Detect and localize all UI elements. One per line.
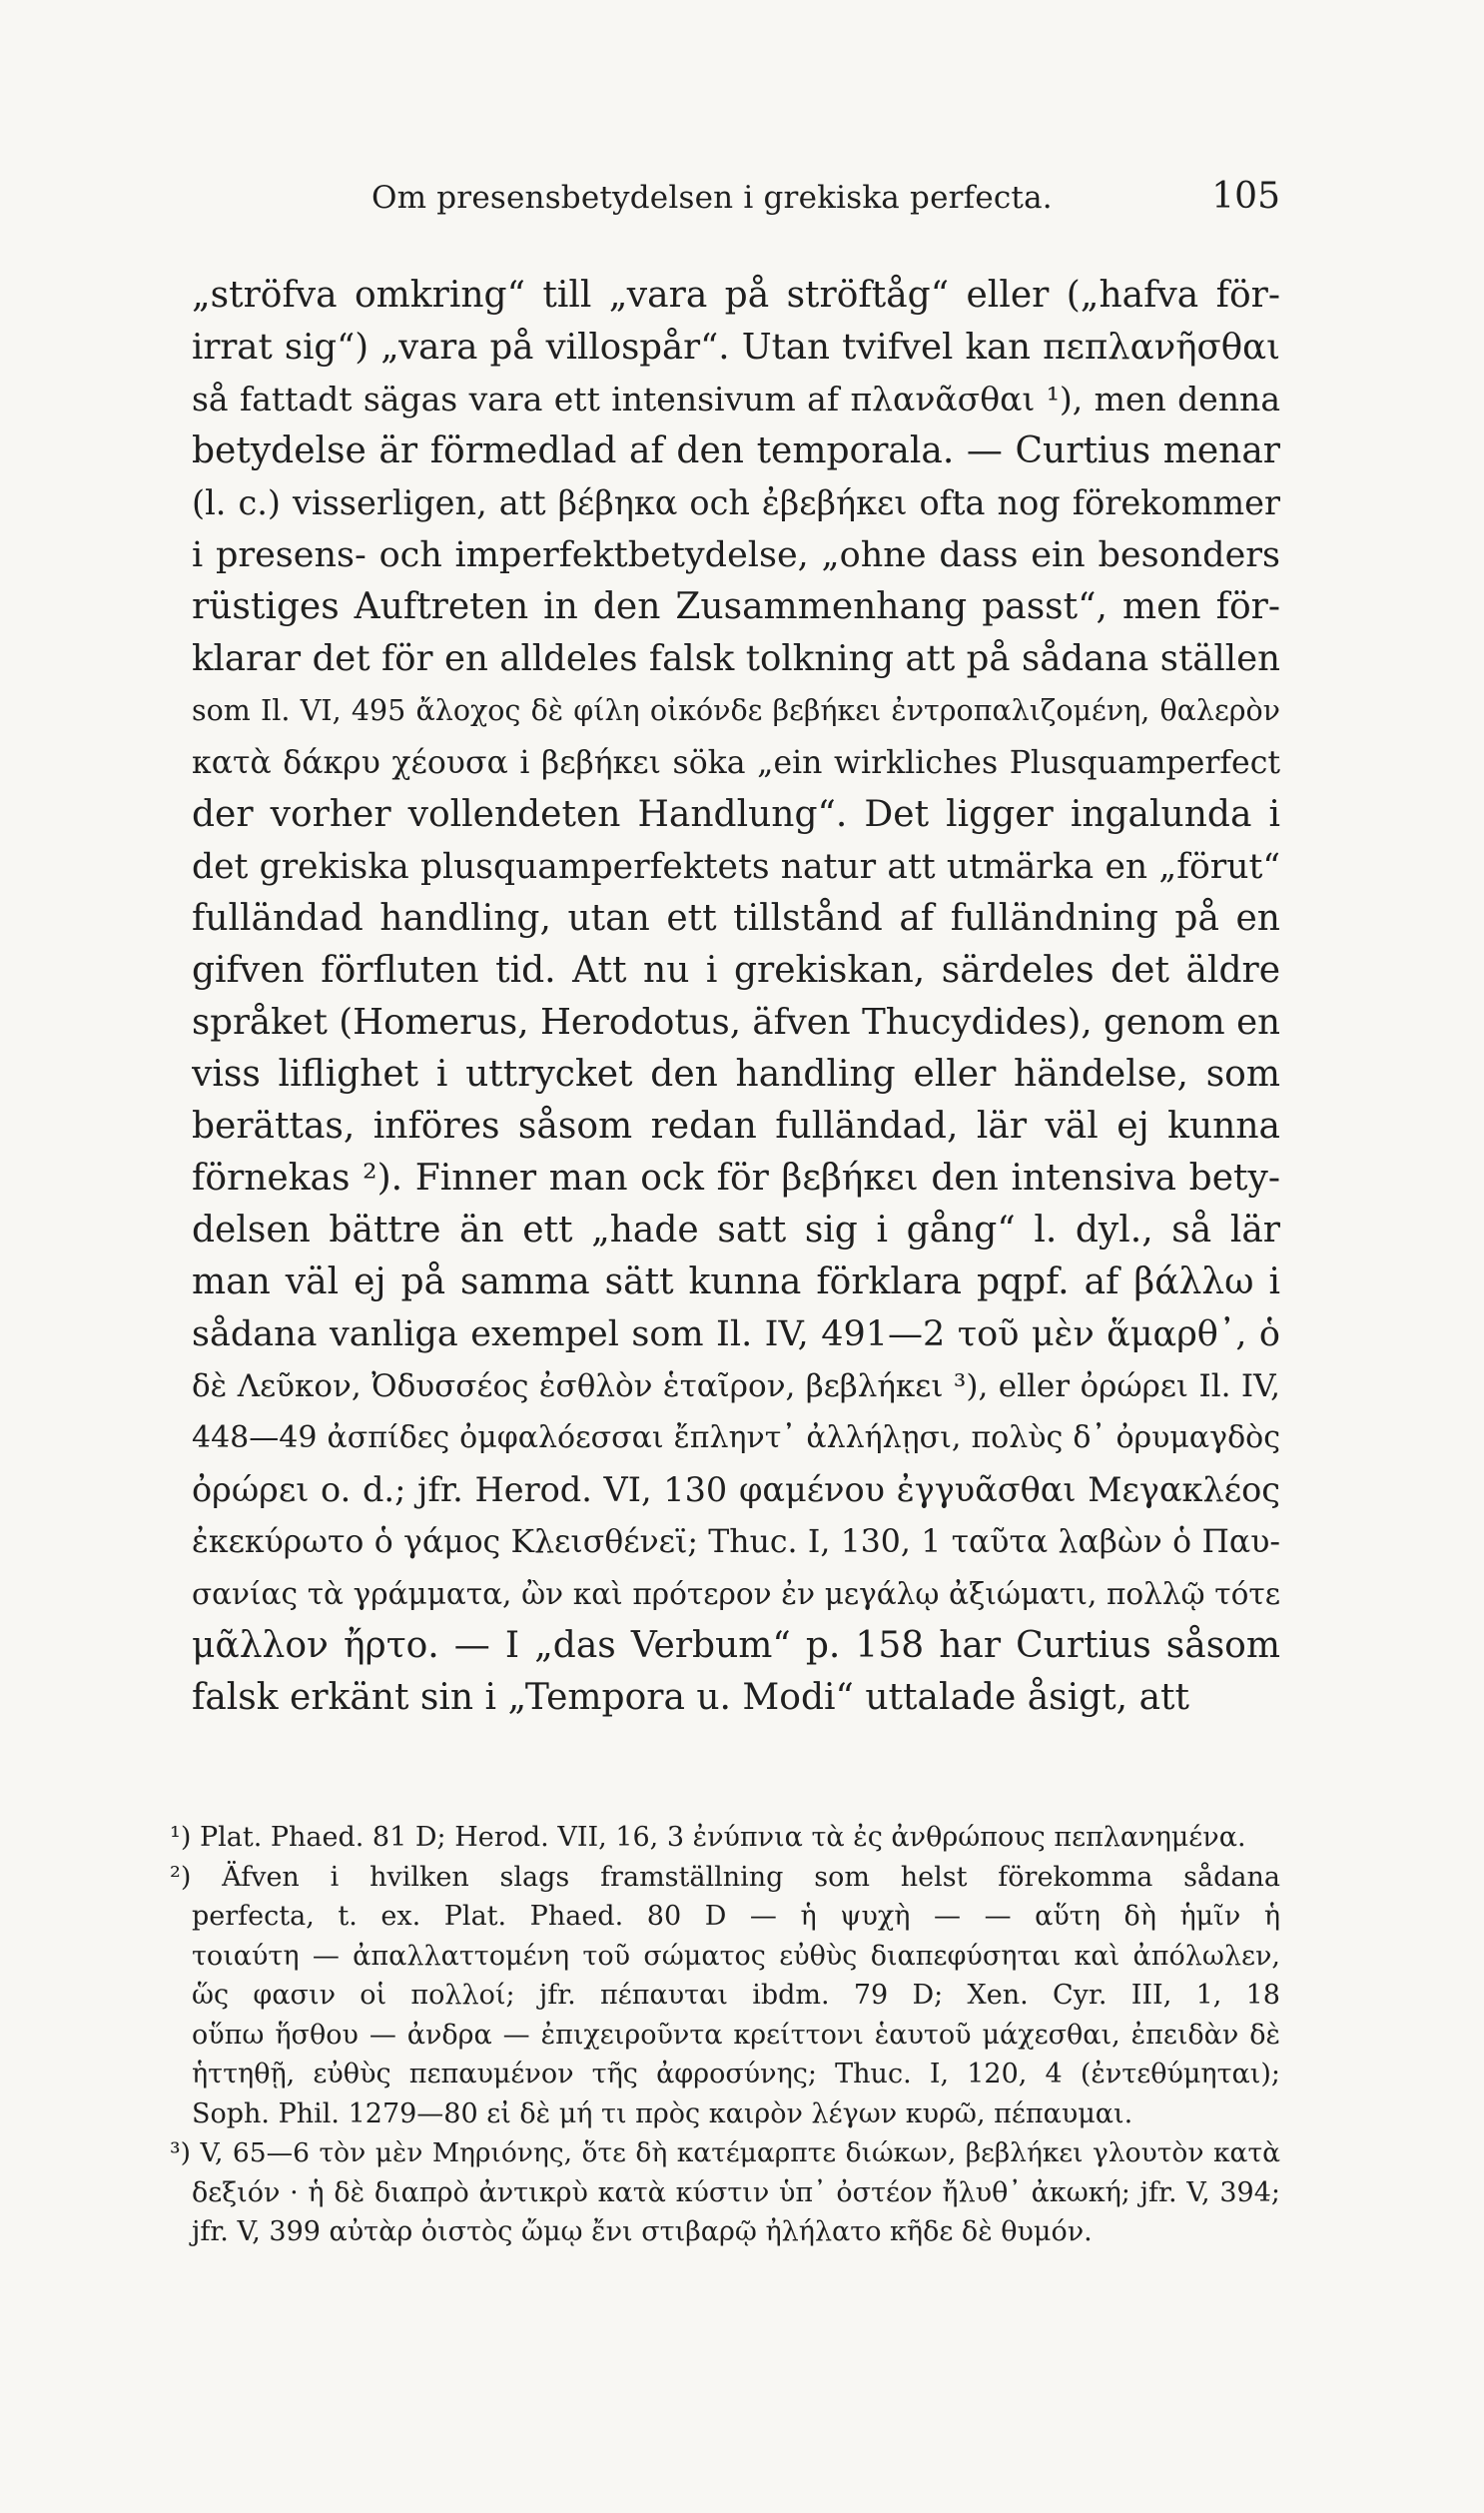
footnote-2: ²) Äfven i hvilken slags framställning som helst förekomma sådana [170, 1861, 1280, 1893]
running-head [192, 176, 1280, 224]
text-line: förnekas ²). Finner man ock för βεβήκει den intensiva bety- [192, 1158, 1280, 1199]
text-line: ὀρώρει o. d.; jfr. Herod. VI, 130 φαμένου ἐγγυᾶσθαι Μεγακλέος [192, 1470, 1280, 1509]
page-number: 105 [1211, 176, 1280, 217]
footnote-1: ¹) Plat. Phaed. 81 D; Herod. VII, 16, 3 ἐνύπνια τὰ ἐς ἀνθρώπους πεπλανημένα. [170, 1822, 1246, 1853]
text-line: irrat sig“) „vara på villospår“. Utan tvifvel kan πεπλανῆσθαι [192, 327, 1280, 368]
footnotes [170, 1818, 1280, 2252]
text-line: i presens- och imperfektbetydelse, „ohne dass ein besonders [192, 535, 1280, 575]
text-line: viss liflighet i uttrycket den handling eller händelse, som [192, 1054, 1280, 1095]
text-line: falsk erkänt sin i „Tempora u. Modi“ uttalade åsigt, att [192, 1677, 1189, 1718]
text-line: σανίας τὰ γράμματα, ὢν καὶ πρότερον ἐν μεγάλῳ ἀξιώματι, πολλῷ τότε [192, 1577, 1280, 1611]
body-text [192, 270, 1280, 1724]
text-line: fulländad handling, utan ett tillstånd af fulländning på en [192, 898, 1280, 939]
footnote-line: perfecta, t. ex. Plat. Phaed. 80 D — ἡ ψυχὴ — — αὕτη δὴ ἡμῖν ἡ [192, 1901, 1280, 1932]
text-line: sådana vanliga exempel som Il. IV, 491—2 τοῦ μὲν ἅμαρθ᾽, ὁ [192, 1314, 1280, 1354]
text-line: rüstiges Auftreten in den Zusammenhang passt“, men för- [192, 586, 1280, 627]
text-line: betydelse är förmedlad af den temporala. — Curtius menar [192, 430, 1280, 471]
footnote-line: ἡττηθῇ, εὐθὺς πεπαυμένον τῆς ἀφροσύνης; Thuc. I, 120, 4 (ἐντεθύμηται); [192, 2059, 1280, 2090]
text-line: der vorher vollendeten Handlung“. Det ligger ingalunda i [192, 794, 1280, 835]
text-line: ἐκεκύρωτο ὁ γάμος Κλεισθένεϊ; Thuc. I, 130, 1 ταῦτα λαβὼν ὁ Παυ- [192, 1524, 1280, 1560]
text-line: man väl ej på samma sätt kunna förklara pqpf. af βάλλω i [192, 1261, 1280, 1302]
text-line: så fattadt sägas vara ett intensivum af πλανᾶσθαι ¹), men denna [192, 380, 1280, 419]
text-line: „ströfva omkring“ till „vara på ströftåg“ eller („hafva för- [192, 275, 1280, 316]
footnote-line: Soph. Phil. 1279—80 εἰ δὲ μή τι πρὸς καιρὸν λέγων κυρῶ, πέπαυμαι. [192, 2097, 1133, 2129]
text-line: språket (Homerus, Herodotus, äfven Thucydides), genom en [192, 1002, 1280, 1043]
footnote-line: τοιαύτη — ἀπαλλαττομένη τοῦ σώματος εὐθὺς διαπεφύσηται καὶ ἀπόλωλεν, [192, 1940, 1280, 1972]
text-line: 448—49 ἀσπίδες ὀμφαλόεσσαι ἔπληντ᾽ ἀλλήλῃσι, πολὺς δ᾽ ὀρυμαγδὸς [192, 1420, 1280, 1455]
text-line: δὲ Λεῦκον, Ὀδυσσέος ἐσθλὸν ἑταῖρον, βεβλήκει ³), eller ὀρώρει Il. IV, [192, 1368, 1280, 1404]
running-title: Om presensbetydelsen i grekiska perfecta. [371, 180, 1053, 216]
text-line: berättas, införes såsom redan fulländad, lär väl ej kunna [192, 1106, 1280, 1147]
text-line: (l. c.) visserligen, att βέβηκα och ἐβεβήκει ofta nog förekommer [192, 483, 1280, 522]
text-line: det grekiska plusquamperfektets natur att utmärka en „förut“ [192, 847, 1280, 887]
text-line: som Il. VI, 495 ἄλοχος δὲ φίλη οἰκόνδε βεβήκει ἐντροπαλιζομένη, θαλερὸν [192, 694, 1280, 727]
text-line: delsen bättre än ett „hade satt sig i gång“ l. dyl., så lär [192, 1210, 1280, 1251]
footnote-line: jfr. V, 399 αὐτὰρ ὀιστὸς ὤμῳ ἔνι στιβαρῷ ἠλήλατο κῆδε δὲ θυμόν. [192, 2216, 1093, 2247]
text-line: μᾶλλον ἤρτο. — I „das Verbum“ p. 158 har Curtius såsom [192, 1625, 1280, 1666]
footnote-line: ὥς φασιν οἱ πολλοί; jfr. πέπαυται ibdm. 79 D; Xen. Cyr. III, 1, 18 [192, 1980, 1280, 2011]
footnote-3: ³) V, 65—6 τὸν μὲν Μηριόνης, ὅτε δὴ κατέμαρπτε διώκων, βεβλήκει γλουτὸν κατὰ [170, 2137, 1280, 2168]
text-line: κατὰ δάκρυ χέουσα i βεβήκει söka „ein wirkliches Plusquamperfect [192, 745, 1280, 781]
footnote-line: δεξιόν · ἡ δὲ διαπρὸ ἀντικρὺ κατὰ κύστιν ὑπ᾽ ὀστέον ἤλυθ᾽ ἀκωκή; jfr. V, 394; [192, 2176, 1280, 2208]
text-line: klarar det för en alldeles falsk tolkning att på sådana ställen [192, 638, 1280, 679]
text-line: gifven förfluten tid. Att nu i grekiskan, särdeles det äldre [192, 950, 1280, 991]
footnote-line: οὕπω ἥσθου — ἀνδρα — ἐπιχειροῦντα κρείττονι ἑαυτοῦ μάχεσθαι, ἐπειδὰν δὲ [192, 2019, 1280, 2051]
